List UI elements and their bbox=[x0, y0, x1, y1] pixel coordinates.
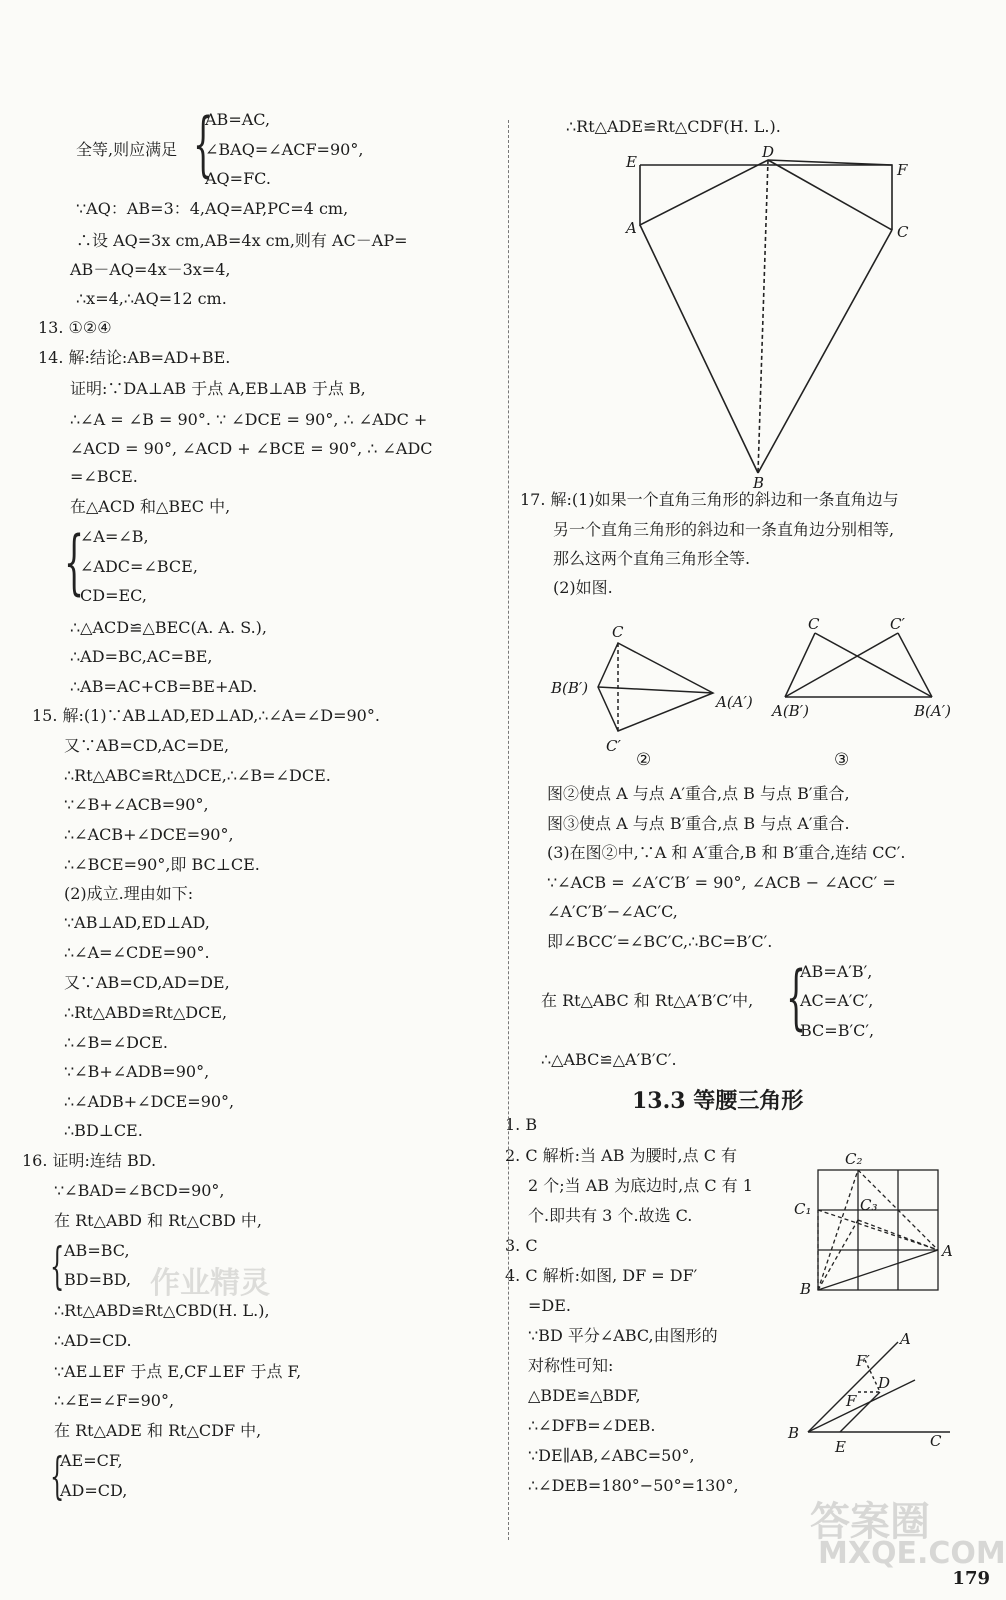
text-line: 17. 解:(1)如果一个直角三角形的斜边和一条直角边与 bbox=[520, 490, 899, 509]
kite-label-B: B bbox=[753, 474, 765, 492]
text-line: 4. C 解析:如图, DF = DF′ bbox=[505, 1266, 698, 1285]
text-line: ∴Rt△ADE≌Rt△CDF(H. L.). bbox=[566, 117, 781, 136]
text-line: 证明:∵DA⊥AB 于点 A,EB⊥AB 于点 B, bbox=[70, 379, 366, 398]
text-line: ∵∠B+∠ADB=90°, bbox=[64, 1062, 210, 1081]
text-line: ∠BAQ=∠ACF=90°, bbox=[205, 140, 364, 159]
fig3-label-B: B(A′) bbox=[914, 702, 951, 720]
text-line: CD=EC, bbox=[80, 586, 147, 605]
text-line: 又∵AB=CD,AD=DE, bbox=[64, 973, 230, 992]
text-line: 在△ACD 和△BEC 中, bbox=[70, 497, 231, 516]
watermark: 答案圈 bbox=[810, 1499, 930, 1545]
text-line: 13. ①②④ bbox=[38, 318, 112, 337]
text-line: 图③使点 A 与点 B′重合,点 B 与点 A′重合. bbox=[547, 814, 850, 833]
column-divider bbox=[508, 120, 509, 1540]
text-line: ∴AD=CD. bbox=[54, 1331, 132, 1350]
grid-label-B: B bbox=[800, 1280, 812, 1298]
text-line: ∴∠A=∠CDE=90°. bbox=[64, 943, 210, 962]
brace-symbol: { bbox=[50, 1237, 65, 1295]
text-line: ∵AB⊥AD,ED⊥AD, bbox=[64, 913, 210, 932]
text-line: ∵AE⊥EF 于点 E,CF⊥EF 于点 F, bbox=[54, 1362, 302, 1381]
text-line: 又∵AB=CD,AC=DE, bbox=[64, 736, 230, 755]
text-line: AB=AC, bbox=[205, 110, 271, 129]
text-line: AB－AQ=4x－3x=4, bbox=[70, 260, 231, 279]
fig3-label-A: A(B′) bbox=[772, 702, 809, 720]
text-line: 在 Rt△ABD 和 Rt△CBD 中, bbox=[54, 1211, 262, 1230]
text-line: ∵∠B+∠ACB=90°, bbox=[64, 795, 209, 814]
text-line: 全等,则应满足 bbox=[76, 140, 178, 159]
text-line: ∵∠ACB = ∠A′C′B′ = 90°, ∠ACB − ∠ACC′ = bbox=[547, 873, 896, 892]
text-line: ∴∠DEB=180°−50°=130°, bbox=[528, 1476, 739, 1495]
text-line: 2 个;当 AB 为底边时,点 C 有 1 bbox=[528, 1176, 753, 1195]
fig3-label-Cp: C′ bbox=[890, 615, 905, 633]
text-line: BC=B′C′, bbox=[800, 1021, 875, 1040]
text-line: ∴∠ACB+∠DCE=90°, bbox=[64, 825, 234, 844]
watermark: MXQE.COM bbox=[818, 1536, 1006, 1571]
text-line: (2)如图. bbox=[553, 578, 613, 597]
text-line: 3. C bbox=[505, 1236, 538, 1255]
grid-label-C1: C₁ bbox=[794, 1200, 812, 1218]
kite-label-D: D bbox=[762, 143, 775, 161]
fig2-label-A: A(A′) bbox=[716, 693, 753, 711]
grid-label-A: A bbox=[942, 1242, 953, 1260]
text-line: AQ=FC. bbox=[205, 169, 271, 188]
angle-label-F: F bbox=[846, 1392, 857, 1410]
grid-label-C3: C₃ bbox=[860, 1196, 878, 1214]
text-line: ∴AB=AC+CB=BE+AD. bbox=[70, 677, 258, 696]
text-line: ∠ADC=∠BCE, bbox=[80, 557, 198, 576]
text-line: AC=A′C′, bbox=[800, 991, 874, 1010]
text-line: ∵AQ：AB=3：4,AQ=AP,PC=4 cm, bbox=[76, 199, 349, 218]
text-line: ∠A′C′B′−∠AC′C, bbox=[547, 902, 678, 921]
kite-label-A: A bbox=[626, 219, 637, 237]
text-line: ∴∠ADB+∠DCE=90°, bbox=[64, 1092, 235, 1111]
text-line: =∠BCE. bbox=[70, 467, 138, 486]
text-line: ∴Rt△ABD≌Rt△DCE, bbox=[64, 1003, 228, 1022]
text-line: ∠ACD = 90°, ∠ACD + ∠BCE = 90°, ∴ ∠ADC bbox=[70, 439, 433, 458]
text-line: =DE. bbox=[528, 1296, 571, 1315]
text-line: ∵∠BAD=∠BCD=90°, bbox=[54, 1181, 225, 1200]
text-line: 即∠BCC′=∠BC′C,∴BC=B′C′. bbox=[547, 932, 773, 951]
text-line: 在 Rt△ADE 和 Rt△CDF 中, bbox=[54, 1421, 262, 1440]
text-line: △BDE≌△BDF, bbox=[528, 1386, 641, 1405]
kite-label-E: E bbox=[626, 153, 637, 171]
text-line: ∴∠A = ∠B = 90°. ∵ ∠DCE = 90°, ∴ ∠ADC + bbox=[70, 410, 428, 429]
text-line: 对称性可知: bbox=[528, 1356, 614, 1375]
figure-3 bbox=[770, 615, 970, 775]
text-line: 个.即共有 3 个.故选 C. bbox=[528, 1206, 693, 1225]
page-number: 179 bbox=[952, 1568, 990, 1589]
text-line: ∴△ABC≌△A′B′C′. bbox=[541, 1050, 677, 1069]
figure-2 bbox=[548, 615, 753, 775]
fig3-number: ③ bbox=[834, 750, 850, 770]
fig2-number: ② bbox=[636, 750, 652, 770]
kite-label-F: F bbox=[897, 161, 908, 179]
text-line: 那么这两个直角三角形全等. bbox=[553, 549, 751, 568]
text-line: ∴AD=BC,AC=BE, bbox=[70, 647, 213, 666]
text-line: AB=BC, bbox=[64, 1241, 130, 1260]
text-line: ∴△ACD≌△BEC(A. A. S.), bbox=[70, 618, 267, 637]
angle-figure bbox=[780, 1330, 960, 1460]
fig3-label-C: C bbox=[808, 615, 820, 633]
angle-label-B: B bbox=[788, 1424, 800, 1442]
text-line: BD=BD, bbox=[64, 1270, 132, 1289]
text-line: 2. C 解析:当 AB 为腰时,点 C 有 bbox=[505, 1146, 738, 1165]
text-line: AD=CD, bbox=[60, 1481, 128, 1500]
angle-label-E: E bbox=[835, 1438, 846, 1456]
text-line: ∵DE∥AB,∠ABC=50°, bbox=[528, 1446, 695, 1465]
text-line: 14. 解:结论:AB=AD+BE. bbox=[38, 348, 231, 367]
grid-figure bbox=[790, 1148, 960, 1298]
text-line: ∠A=∠B, bbox=[80, 527, 149, 546]
angle-label-C: C bbox=[930, 1432, 942, 1450]
text-line: ∴∠B=∠DCE. bbox=[64, 1033, 168, 1052]
text-line: 1. B bbox=[505, 1115, 538, 1134]
text-line: 16. 证明:连结 BD. bbox=[22, 1151, 157, 1170]
kite-label-C: C bbox=[897, 223, 909, 241]
text-line: (3)在图②中,∵A 和 A′重合,B 和 B′重合,连结 CC′. bbox=[547, 843, 906, 862]
text-line: ∴Rt△ABD≌Rt△CBD(H. L.), bbox=[54, 1301, 270, 1320]
text-line: 在 Rt△ABC 和 Rt△A′B′C′中, bbox=[541, 991, 754, 1010]
section-title: 13.3 等腰三角形 bbox=[632, 1088, 804, 1114]
watermark: 作业精灵 bbox=[150, 1266, 270, 1301]
text-line: ∴∠DFB=∠DEB. bbox=[528, 1416, 656, 1435]
angle-label-Fp: F′ bbox=[856, 1352, 870, 1370]
fig2-label-Cp: C′ bbox=[606, 737, 621, 755]
brace-symbol: { bbox=[786, 956, 807, 1038]
kite-figure bbox=[620, 145, 920, 490]
text-line: (2)成立.理由如下: bbox=[64, 884, 194, 903]
angle-label-A: A bbox=[900, 1330, 911, 1348]
text-line: ∴x=4,∴AQ=12 cm. bbox=[76, 289, 227, 308]
text-line: ∴∠E=∠F=90°, bbox=[54, 1391, 175, 1410]
fig2-label-C: C bbox=[612, 623, 624, 641]
brace-symbol: { bbox=[193, 103, 214, 185]
brace-symbol: { bbox=[64, 521, 85, 603]
text-line: ∵BD 平分∠ABC,由图形的 bbox=[528, 1326, 718, 1345]
text-line: ∴BD⊥CE. bbox=[64, 1121, 143, 1140]
fig2-label-B: B(B′) bbox=[551, 679, 589, 697]
text-line: ∴设 AQ=3x cm,AB=4x cm,则有 AC－AP= bbox=[76, 231, 408, 250]
grid-label-C2: C₂ bbox=[845, 1150, 863, 1168]
text-line: AE=CF, bbox=[60, 1451, 123, 1470]
text-line: 另一个直角三角形的斜边和一条直角边分别相等, bbox=[553, 520, 895, 539]
text-line: AB=A′B′, bbox=[800, 962, 873, 981]
angle-label-D: D bbox=[878, 1374, 891, 1392]
brace-symbol: { bbox=[50, 1447, 65, 1505]
text-line: 15. 解:(1)∵AB⊥AD,ED⊥AD,∴∠A=∠D=90°. bbox=[32, 706, 380, 725]
text-line: ∴Rt△ABC≌Rt△DCE,∴∠B=∠DCE. bbox=[64, 766, 331, 785]
text-line: 图②使点 A 与点 A′重合,点 B 与点 B′重合, bbox=[547, 784, 850, 803]
text-line: ∴∠BCE=90°,即 BC⊥CE. bbox=[64, 855, 260, 874]
